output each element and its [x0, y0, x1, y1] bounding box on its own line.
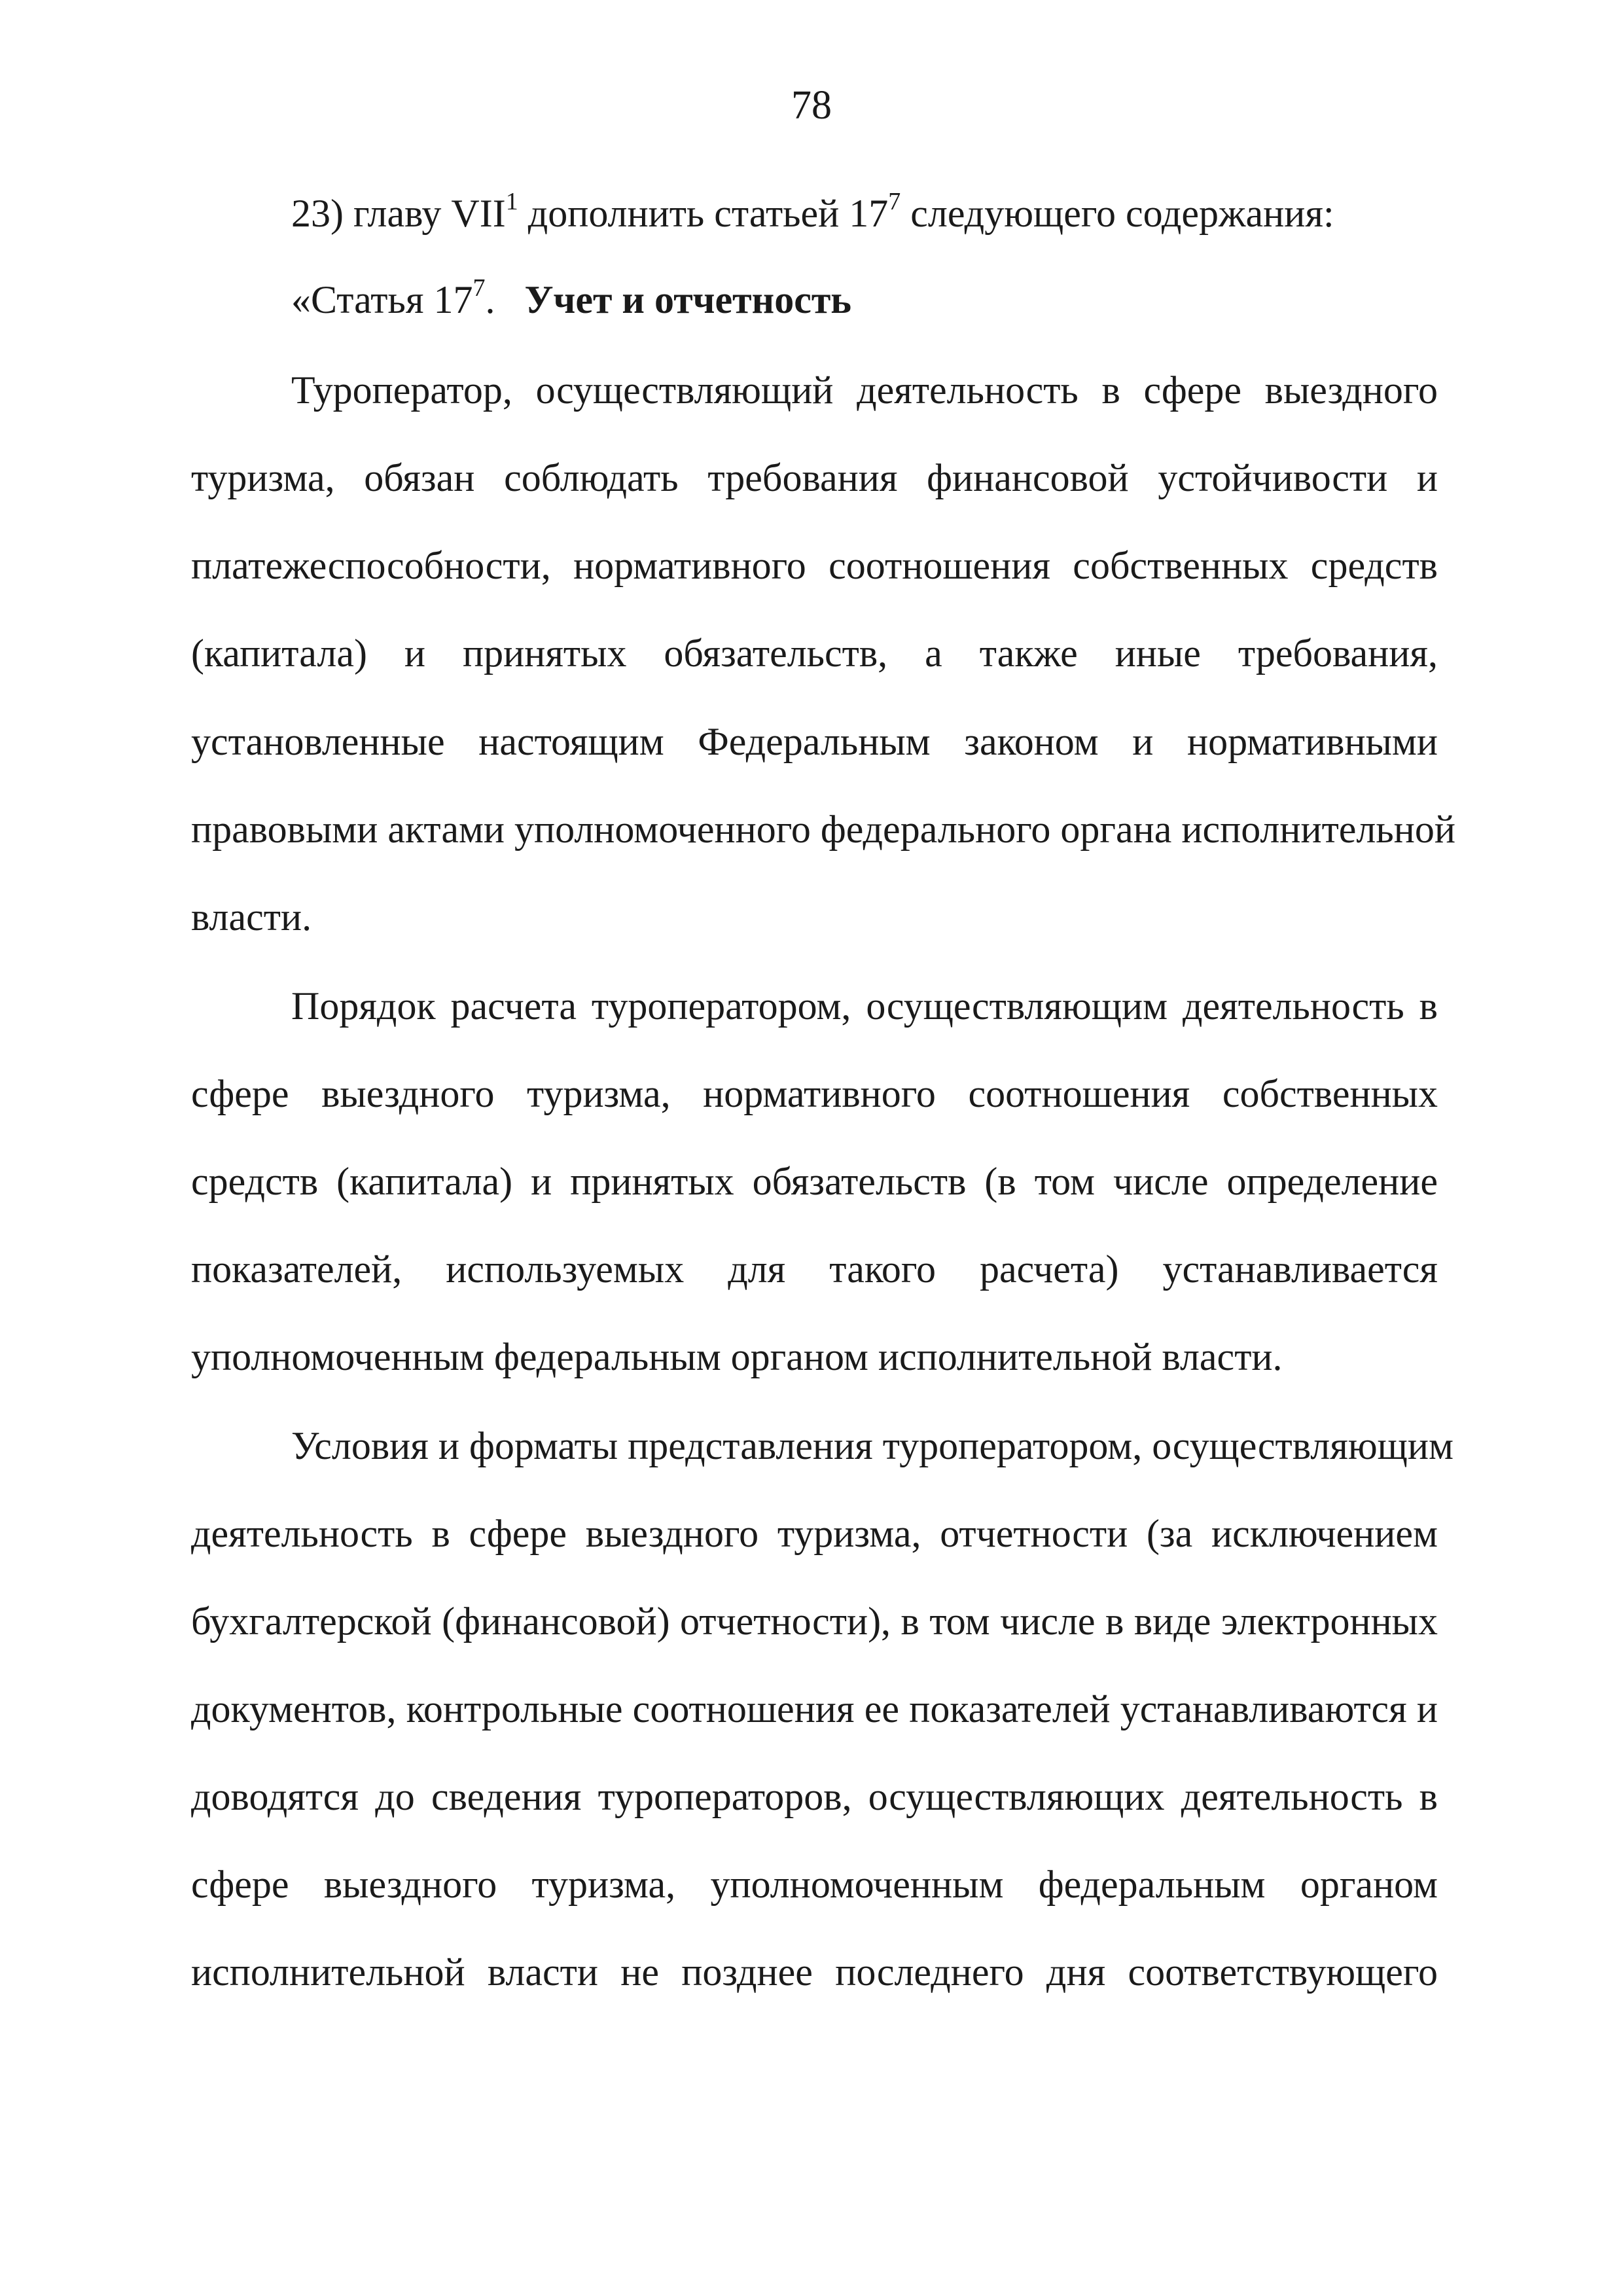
paragraph-line: уполномоченным федеральным органом исполнительной власти. [191, 1335, 1283, 1378]
article-heading-superscript: 7 [473, 274, 486, 302]
article-title: Учет и отчетность [524, 278, 852, 321]
paragraph-line: платежеспособности, нормативного соотношения собственных средств [191, 544, 1438, 587]
paragraph-line: доводятся до сведения туроператоров, осуществляющих деятельность в [191, 1775, 1438, 1818]
paragraph-line: сфере выездного туризма, нормативного соотношения собственных [191, 1072, 1438, 1115]
amendment-item-prefix: 23) главу VII [291, 192, 506, 235]
paragraph-line: исполнительной власти не позднее последнего дня соответствующего [191, 1950, 1438, 1994]
paragraph-line: показателей, используемых для такого расчета) устанавливается [191, 1247, 1438, 1291]
paragraph-line: правовыми актами уполномоченного федерального органа исполнительной [191, 808, 1455, 851]
paragraph-line: власти. [191, 895, 312, 939]
paragraph-line: Порядок расчета туроператором, осуществляющим деятельность в [291, 984, 1438, 1028]
paragraph-line: Туроператор, осуществляющий деятельность в сфере выездного [291, 368, 1438, 412]
article-superscript: 7 [888, 188, 901, 215]
paragraph-line: бухгалтерской (финансовой) отчетности), в том числе в виде электронных [191, 1600, 1438, 1643]
chapter-superscript: 1 [505, 188, 518, 215]
page-number: 78 [791, 83, 832, 128]
article-heading [291, 274, 1438, 321]
paragraph-line: (капитала) и принятых обязательств, а также иные требования, [191, 632, 1438, 675]
paragraph-line: туризма, обязан соблюдать требования финансовой устойчивости и [191, 456, 1438, 499]
paragraph-line: сфере выездного туризма, уполномоченным федеральным органом [191, 1863, 1438, 1906]
amendment-item-mid: дополнить статьей 17 [518, 192, 889, 235]
amendment-item-suffix: следующего содержания: [901, 192, 1334, 235]
paragraph-line: документов, контрольные соотношения ее показателей устанавливаются и [191, 1687, 1438, 1731]
paragraph-line: установленные настоящим Федеральным законом и нормативными [191, 720, 1438, 763]
article-label: «Статья 17 [291, 278, 473, 321]
paragraph-line: деятельность в сфере выездного туризма, отчетности (за исключением [191, 1512, 1438, 1555]
paragraph-line: средств (капитала) и принятых обязательств (в том числе определение [191, 1160, 1438, 1203]
amendment-item-line [291, 188, 1438, 235]
paragraph-line: Условия и форматы представления туроператором, осуществляющим [291, 1424, 1454, 1467]
article-dot: . [485, 278, 495, 321]
